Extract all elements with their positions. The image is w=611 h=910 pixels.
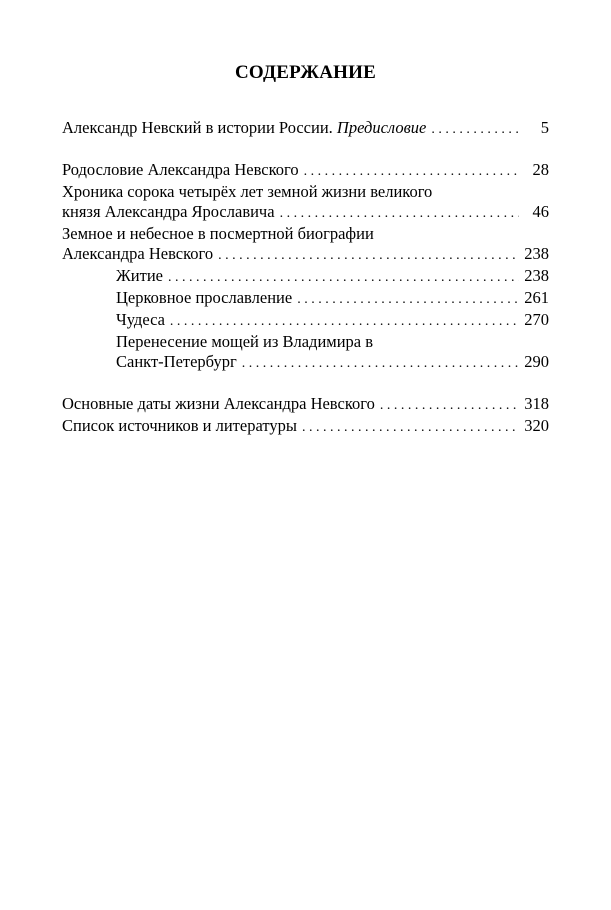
- dot-leader: [168, 268, 519, 288]
- page-number: 238: [524, 244, 549, 263]
- table-of-contents: [62, 118, 549, 438]
- toc-entry-text: Церковное прославление: [116, 288, 293, 307]
- page-number: 28: [532, 160, 549, 179]
- page-number: 5: [540, 118, 549, 137]
- toc-entry-text: Санкт-Петербург: [116, 352, 237, 371]
- page-number: 270: [524, 310, 549, 329]
- dot-leader: [302, 418, 519, 438]
- toc-entry-sources: [62, 416, 549, 438]
- dot-leader: [431, 120, 519, 140]
- dot-leader: [280, 204, 519, 224]
- section-gap: [62, 140, 549, 160]
- toc-entry-posthumous: [62, 244, 549, 266]
- toc-entry-dates: [62, 394, 549, 416]
- toc-entry-text: Список источников и литературы: [62, 416, 297, 435]
- toc-subentry-relics: [62, 352, 549, 374]
- toc-subentry-relics-line1: Перенесение мощей из Владимира в: [116, 332, 374, 351]
- section-gap: [62, 374, 549, 394]
- dot-leader: [242, 354, 519, 374]
- toc-entry-text: Александра Невского: [62, 244, 214, 263]
- toc-entry-text: Основные даты жизни Александра Невского: [62, 394, 375, 413]
- toc-entry-posthumous-line1: Земное и небесное в посмертной биографии: [62, 224, 374, 243]
- page-number: 238: [524, 266, 549, 285]
- toc-entry-chronicle: [62, 202, 549, 224]
- page-number: 290: [524, 352, 549, 371]
- toc-entry-chronicle-line1: Хроника сорока четырёх лет земной жизни великого: [62, 182, 433, 201]
- page-number: 320: [524, 416, 549, 435]
- page-number: 46: [532, 202, 549, 221]
- toc-subentry-life: [62, 266, 549, 288]
- page-number: 261: [524, 288, 549, 307]
- dot-leader: [304, 162, 519, 182]
- toc-entry-text: Родословие Александра Невского: [62, 160, 299, 179]
- toc-entry-text: князя Александра Ярославича: [62, 202, 275, 221]
- toc-entry-text: Чудеса: [116, 310, 165, 329]
- toc-entry-text: Александр Невский в истории России. Предисловие: [62, 118, 427, 137]
- contents-title: СОДЕРЖАНИЕ: [235, 62, 376, 83]
- toc-subentry-miracles: [62, 310, 549, 332]
- dot-leader: [218, 246, 519, 266]
- dot-leader: [297, 290, 519, 310]
- page-number: 318: [524, 394, 549, 413]
- toc-entry-genealogy: [62, 160, 549, 182]
- dot-leader: [380, 396, 519, 416]
- toc-subentry-glorification: [62, 288, 549, 310]
- dot-leader: [170, 312, 519, 332]
- toc-entry-text: Житие: [116, 266, 163, 285]
- toc-entry-preface: [62, 118, 549, 140]
